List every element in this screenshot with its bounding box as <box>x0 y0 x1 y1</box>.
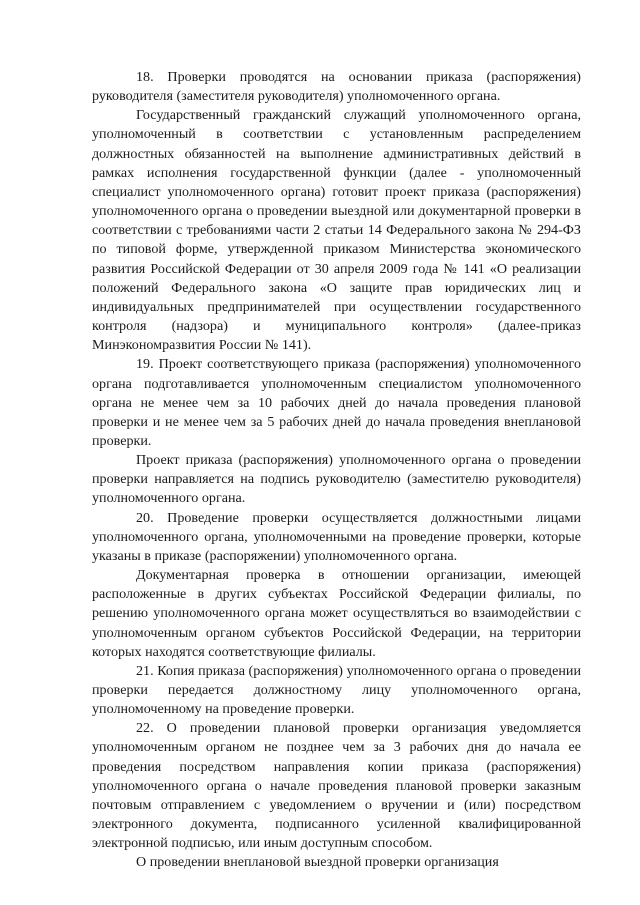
paragraph-19-signature: Проект приказа (распоряжения) уполномоченного органа о проведении проверки направляется на подпись руководителю (заместителю руководителя) уполномоченного органа. <box>92 452 581 507</box>
paragraph-21: 21. Копия приказа (распоряжения) уполномоченного органа о проведении проверки передается должностному лицу уполномоченного органа, уполномоченному на проведение проверки. <box>92 662 581 718</box>
paragraph-22-unscheduled: О проведении внеплановой выездной проверки организация <box>136 854 499 871</box>
paragraph-18: 18. Проверки проводятся на основании приказа (распоряжения) руководителя (заместителя руководителя) уполномоченного органа. <box>92 69 581 105</box>
paragraph-20-branches: Документарная проверка в отношении организации, имеющей расположенные в других субъектах Российской Федерации филиалы, по решению уполномоченного органа может осуществляться во взаимодействии с уполномоченным органом субъектов Российской Федерации, на территории которых находятся соответствующие филиалы. <box>92 567 581 660</box>
paragraph-20: 20. Проведение проверки осуществляется должностными лицами уполномоченного органа, уполномоченными на проведение проверки, которые указаны в приказе (распоряжении) уполномоченного органа. <box>92 509 581 564</box>
paragraph-18-specialist: Государственный гражданский служащий уполномоченного органа, уполномоченный в соответствии с установленным распределением должностных обязанностей на выполнение административных действий в рамках исполнения государственной функции (далее - уполномоченный специалист уполномоченного органа) готовит проект приказа (распоряжения) уполномоченного органа о проведении выездной или документарной проверки в соответствии с требованиями части 2 статьи 14 Федерального закона № 294-ФЗ по типовой форме, утвержденной приказом Министерства экономического развития Российской Федерации от 30 апреля 2009 года № 141 «О реализации положений Федерального закона «О защите прав юридических лиц и индивидуальных предпринимателей при осуществлении государственного контроля (надзора) и муниципального контроля» (далее-приказ Минэкономразвития России № 141). <box>92 107 581 354</box>
paragraph-19: 19. Проект соответствующего приказа (распоряжения) уполномоченного органа подготавливается уполномоченным специалистом уполномоченного органа не менее чем за 10 рабочих дней до начала проведения плановой проверки и не менее чем за 5 рабочих дней до начала проведения внеплановой проверки. <box>92 356 581 449</box>
document-page <box>92 68 581 873</box>
paragraph-22: 22. О проведении плановой проверки организация уведомляется уполномоченным органом не позднее чем за 3 рабочих дня до начала ее проведения посредством направления копии приказа (распоряжения) уполномоченного органа о начале проведения плановой проверки заказным почтовым отправлением с уведомлением о вручении и (или) посредством электронного документа, подписанного усиленной квалифицированной электронной подписью, или иным доступным способом. <box>92 720 581 852</box>
